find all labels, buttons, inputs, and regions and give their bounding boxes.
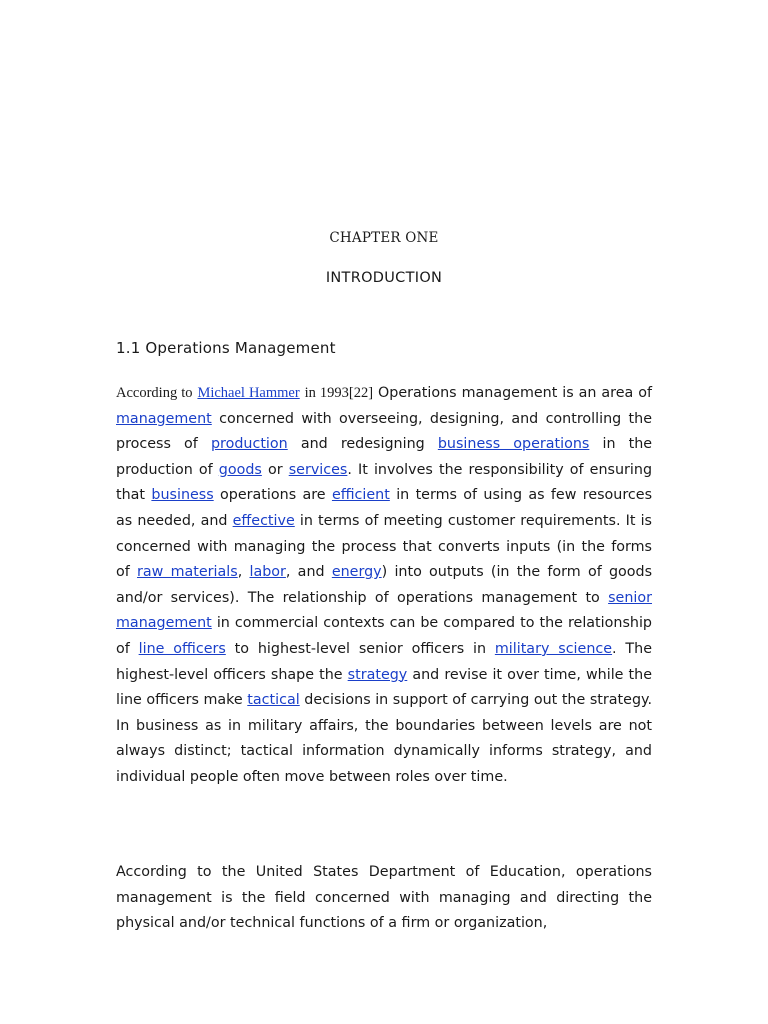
text-run: decisions in support of carrying out the strategy. In business as in military affairs, the boundaries between levels are not always distinct; tactical information dynamically informs strategy, and individual people often move between roles over time.	[116, 692, 652, 785]
link-michael-hammer[interactable]: Michael Hammer	[197, 385, 300, 401]
link-line-officers[interactable]: line officers	[138, 640, 226, 657]
link-services[interactable]: services	[288, 461, 348, 478]
link-effective[interactable]: effective	[232, 512, 295, 529]
link-military-science[interactable]: military science	[494, 640, 613, 657]
link-goods[interactable]: goods	[218, 461, 262, 478]
text-run: operations are	[220, 487, 326, 504]
paragraph-department-of-education: According to the United States Department of Education, operations management is the field concerned with managing and directing the physical and/or technical functions of a firm or organization,	[116, 864, 652, 932]
link-tactical[interactable]: tactical	[247, 692, 300, 709]
text-run: According to	[116, 385, 193, 401]
text-run: in the production of	[116, 436, 653, 478]
link-energy[interactable]: energy	[331, 564, 382, 581]
link-business[interactable]: business	[151, 487, 214, 504]
link-raw-materials[interactable]: raw materials	[137, 564, 238, 581]
text-run: Operations management is an area of	[378, 385, 652, 401]
text-run: . It involves the responsibility of ensuring that	[116, 461, 653, 504]
link-efficient[interactable]: efficient	[331, 487, 390, 504]
link-management[interactable]: management	[116, 410, 212, 427]
link-labor[interactable]: labor	[249, 564, 286, 581]
link-business-operations[interactable]: business operations	[437, 436, 590, 453]
text-run: ) into outputs (in the form of goods and/or services). The relationship of operations management to	[116, 564, 653, 606]
link-senior-management[interactable]: senior management	[116, 589, 652, 632]
link-production[interactable]: production	[210, 436, 288, 453]
chapter-title: INTRODUCTION	[325, 270, 443, 286]
chapter-label: CHAPTER ONE	[329, 230, 439, 246]
text-run: ,	[237, 564, 243, 581]
text-run: , and	[285, 564, 325, 581]
text-run: concerned with overseeing, designing, and controlling the process of	[116, 410, 653, 453]
text-run: in commercial contexts can be compared to the relationship of	[116, 615, 652, 657]
text-run: in terms of meeting customer requirements. It is concerned with managing the process that converts inputs (in the forms of	[116, 512, 652, 581]
link-strategy[interactable]: strategy	[347, 666, 408, 683]
text-run: and redesigning	[300, 436, 425, 453]
text-run: or	[267, 461, 283, 478]
paragraph-operations-management	[116, 381, 652, 791]
text-run: in 1993[22]	[304, 385, 374, 401]
text-run: to highest-level senior officers in	[234, 640, 487, 657]
text-run: in terms of using as few resources as needed, and	[116, 487, 653, 529]
section-heading: 1.1 Operations Management	[116, 339, 336, 357]
text-run: and revise it over time, while the line officers make	[116, 666, 653, 709]
text-run: . The highest-level officers shape the	[116, 640, 653, 683]
